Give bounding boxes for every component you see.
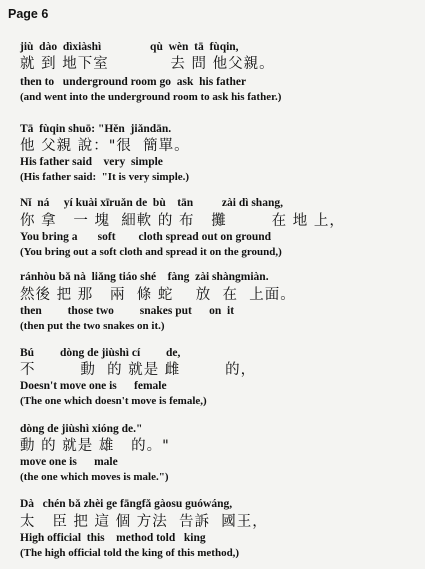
pinyin-line-2: Tā fùqin shuō: "Hěn jiǎndān. (20, 123, 172, 135)
hanzi-line-6: 動 的 就是 雄 的。" (20, 438, 170, 454)
translation-line-6: (the one which moves is male.") (20, 471, 169, 483)
hanzi-line-7: 太 臣 把 這 個 方法 告訴 國王， (20, 514, 268, 530)
translation-line-3: (You bring out a soft cloth and spread it on the ground,) (20, 246, 282, 258)
english-line-1: then to underground room go ask his father (20, 76, 247, 88)
english-line-4: then those two snakes put on it (20, 305, 235, 317)
hanzi-line-5: 不 動 的 就是 雌 的， (20, 362, 257, 378)
page-number: Page 6 (8, 7, 49, 21)
hanzi-line-2: 他 父親 說："很 簡單。 (20, 138, 190, 154)
pinyin-line-4: ránhòu bǎ nà liǎng tiáo shé fàng zài shàngmiàn. (20, 271, 269, 283)
translation-line-4: (then put the two snakes on it.) (20, 320, 165, 332)
english-line-2: His father said very simple (20, 156, 163, 168)
pinyin-line-3: Nǐ ná yí kuài xīruǎn de bù tān zài dì shang, (20, 197, 283, 209)
english-line-7: High official this method told king (20, 532, 206, 544)
pinyin-line-5: Bú dòng de jiùshì cí de, (20, 347, 181, 359)
english-line-6: move one is male (20, 456, 118, 468)
translation-line-5: (The one which doesn't move is female,) (20, 395, 207, 407)
hanzi-line-3: 你 拿 一 塊 細軟 的 布 攤 在 地 上， (20, 213, 345, 229)
pinyin-line-6: dòng de jiùshì xióng de." (20, 423, 143, 435)
pinyin-line-7: Dà chén bǎ zhèi ge fāngfǎ gàosu guówáng, (20, 498, 233, 510)
pinyin-line-1: jiù dào dìxiàshì qù wèn tā fùqin, (20, 41, 239, 53)
translation-line-7: (The high official told the king of this method,) (20, 547, 240, 559)
translation-line-1: (and went into the underground room to ask his father.) (20, 91, 282, 103)
hanzi-line-1: 就 到 地下室 去 問 他父親。 (20, 56, 275, 72)
english-line-3: You bring a soft cloth spread out on ground (20, 231, 272, 243)
english-line-5: Doesn't move one is female (20, 380, 167, 392)
hanzi-line-4: 然後 把 那 兩 條 蛇 放 在 上面。 (20, 287, 296, 303)
translation-line-2: (His father said: "It is very simple.) (20, 171, 190, 183)
